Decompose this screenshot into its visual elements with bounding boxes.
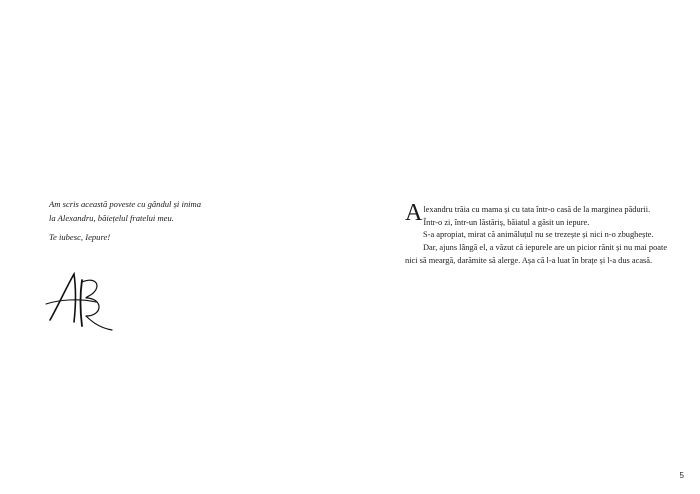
page-number: 5 <box>679 471 684 480</box>
dedication <box>49 198 219 245</box>
story-paragraph: Dar, ajuns lângă el, a văzut că iepurele are un picior rănit și nu mai poate nici să meargă, darămite să alerge. Așa că l-a luat în brațe și l-a dus acasă. <box>405 243 668 265</box>
ab-monogram-signature <box>44 270 116 334</box>
right-page <box>350 0 700 494</box>
story-paragraph: Într-o zi, într-un lăstăriș, băiatul a găsit un iepure. <box>423 217 590 227</box>
story-paragraph-text: lexandru trăia cu mama și cu tata într-o casă de la marginea pădurii. <box>423 205 651 214</box>
drop-cap: A <box>405 200 423 226</box>
dedication-line: la Alexandru, băiețelul fratelui meu. <box>49 212 174 223</box>
story-text <box>405 200 680 268</box>
story-paragraph: S-a apropiat, mirat că animăluțul nu se trezește și nici n-o zbughește. <box>423 230 654 240</box>
dedication-line: Am scris această poveste cu gândul și inima <box>49 199 202 209</box>
dedication-closing: Te iubesc, Iepure! <box>49 232 111 242</box>
